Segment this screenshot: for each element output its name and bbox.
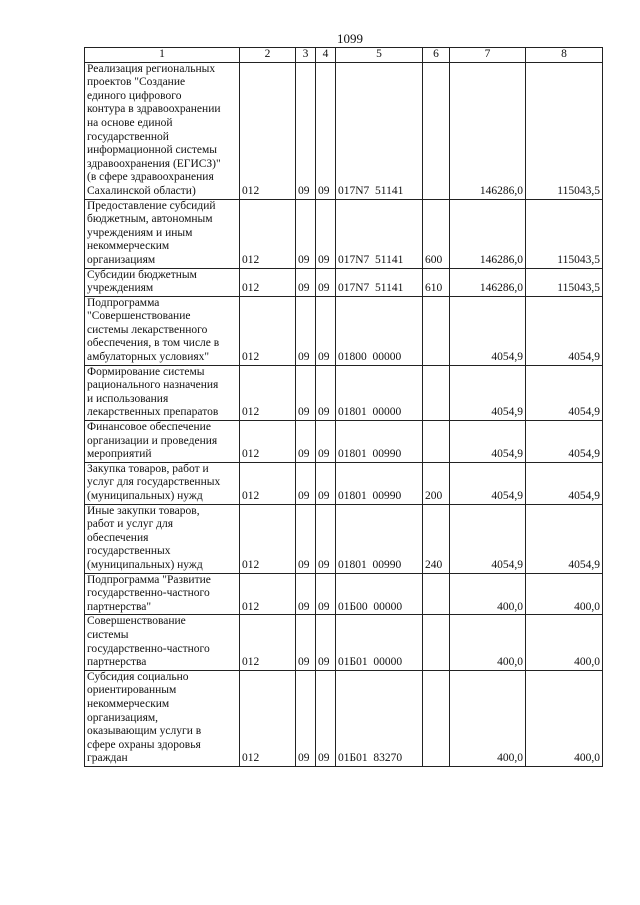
- page-number: 1099: [337, 31, 363, 46]
- subsection-cell: 09: [316, 615, 336, 670]
- table-row: [85, 268, 603, 296]
- amount-cell: 4054,9: [526, 296, 603, 365]
- expense-type-cell: [423, 573, 450, 615]
- target-article-cell: 017N7 51141: [336, 62, 423, 199]
- code-cell: 012: [240, 62, 296, 199]
- target-article-cell: 017N7 51141: [336, 199, 423, 268]
- target-article-cell: 017N7 51141: [336, 268, 423, 296]
- section-cell: 09: [296, 199, 316, 268]
- section-cell: 09: [296, 670, 316, 766]
- amount-cell: 146286,0: [450, 199, 526, 268]
- section-cell: 09: [296, 421, 316, 463]
- table-row: [85, 62, 603, 199]
- code-cell: 012: [240, 462, 296, 504]
- amount-cell: 115043,5: [526, 268, 603, 296]
- row-name: Иные закупки товаров, работ и услуг для обеспечения государственных (муниципальных) нужд: [85, 504, 240, 573]
- amount-cell: 4054,9: [450, 504, 526, 573]
- amount-cell: 400,0: [450, 670, 526, 766]
- amount-cell: 4054,9: [450, 421, 526, 463]
- section-cell: 09: [296, 268, 316, 296]
- column-header: 6: [423, 48, 450, 63]
- expense-type-cell: [423, 421, 450, 463]
- expense-type-cell: 610: [423, 268, 450, 296]
- code-cell: 012: [240, 296, 296, 365]
- code-cell: 012: [240, 268, 296, 296]
- subsection-cell: 09: [316, 268, 336, 296]
- table-row: [85, 573, 603, 615]
- code-cell: 012: [240, 573, 296, 615]
- row-name: Субсидии бюджетным учреждениям: [85, 268, 240, 296]
- expense-type-cell: 240: [423, 504, 450, 573]
- target-article-cell: 01801 00990: [336, 504, 423, 573]
- row-name: Подпрограмма "Совершенствование системы лекарственного обеспечения, в том числе в амбулаторных условиях": [85, 296, 240, 365]
- table-row: [85, 365, 603, 420]
- subsection-cell: 09: [316, 504, 336, 573]
- amount-cell: 400,0: [526, 670, 603, 766]
- row-name: Подпрограмма "Развитие государственно-частного партнерства": [85, 573, 240, 615]
- section-cell: 09: [296, 462, 316, 504]
- subsection-cell: 09: [316, 365, 336, 420]
- column-header: 3: [296, 48, 316, 63]
- row-name: Формирование системы рационального назначения и использования лекарственных препаратов: [85, 365, 240, 420]
- budget-table: [84, 47, 603, 767]
- expense-type-cell: [423, 670, 450, 766]
- section-cell: 09: [296, 615, 316, 670]
- column-header: 1: [85, 48, 240, 63]
- table-row: [85, 462, 603, 504]
- section-cell: 09: [296, 296, 316, 365]
- row-name: Финансовое обеспечение организации и проведения мероприятий: [85, 421, 240, 463]
- subsection-cell: 09: [316, 199, 336, 268]
- column-header: 5: [336, 48, 423, 63]
- section-cell: 09: [296, 62, 316, 199]
- amount-cell: 400,0: [450, 615, 526, 670]
- expense-type-cell: [423, 615, 450, 670]
- code-cell: 012: [240, 670, 296, 766]
- amount-cell: 4054,9: [450, 462, 526, 504]
- table-row: [85, 296, 603, 365]
- target-article-cell: 01Б01 83270: [336, 670, 423, 766]
- code-cell: 012: [240, 615, 296, 670]
- column-header: 4: [316, 48, 336, 63]
- column-header: 7: [450, 48, 526, 63]
- amount-cell: 4054,9: [526, 462, 603, 504]
- expense-type-cell: [423, 365, 450, 420]
- subsection-cell: 09: [316, 421, 336, 463]
- header-row: [85, 48, 603, 63]
- column-header: 8: [526, 48, 603, 63]
- amount-cell: 4054,9: [450, 365, 526, 420]
- target-article-cell: 01800 00000: [336, 296, 423, 365]
- row-name: Совершенствование системы государственно-частного партнерства: [85, 615, 240, 670]
- table-row: [85, 421, 603, 463]
- section-cell: 09: [296, 504, 316, 573]
- subsection-cell: 09: [316, 462, 336, 504]
- amount-cell: 115043,5: [526, 199, 603, 268]
- section-cell: 09: [296, 365, 316, 420]
- subsection-cell: 09: [316, 296, 336, 365]
- code-cell: 012: [240, 365, 296, 420]
- table-row: [85, 615, 603, 670]
- table-row: [85, 504, 603, 573]
- amount-cell: 115043,5: [526, 62, 603, 199]
- amount-cell: 400,0: [526, 615, 603, 670]
- expense-type-cell: [423, 62, 450, 199]
- amount-cell: 400,0: [526, 573, 603, 615]
- amount-cell: 4054,9: [526, 504, 603, 573]
- expense-type-cell: 600: [423, 199, 450, 268]
- row-name: Закупка товаров, работ и услуг для государственных (муниципальных) нужд: [85, 462, 240, 504]
- amount-cell: 4054,9: [450, 296, 526, 365]
- amount-cell: 400,0: [450, 573, 526, 615]
- row-name: Субсидия социально ориентированным некоммерческим организациям, оказывающим услуги в сфере охраны здоровья граждан: [85, 670, 240, 766]
- target-article-cell: 01801 00990: [336, 421, 423, 463]
- amount-cell: 4054,9: [526, 421, 603, 463]
- target-article-cell: 01801 00990: [336, 462, 423, 504]
- code-cell: 012: [240, 421, 296, 463]
- table-row: [85, 199, 603, 268]
- subsection-cell: 09: [316, 670, 336, 766]
- section-cell: 09: [296, 573, 316, 615]
- amount-cell: 146286,0: [450, 268, 526, 296]
- expense-type-cell: 200: [423, 462, 450, 504]
- amount-cell: 146286,0: [450, 62, 526, 199]
- table-row: [85, 670, 603, 766]
- subsection-cell: 09: [316, 62, 336, 199]
- code-cell: 012: [240, 504, 296, 573]
- row-name: Реализация региональных проектов "Создание единого цифрового контура в здравоохранении на основе единой государственной информационной системы здравоохранения (ЕГИСЗ)" (в сфере здравоохранения Сахалинской области): [85, 62, 240, 199]
- amount-cell: 4054,9: [526, 365, 603, 420]
- column-header: 2: [240, 48, 296, 63]
- row-name: Предоставление субсидий бюджетным, автономным учреждениям и иным некоммерческим организациям: [85, 199, 240, 268]
- target-article-cell: 01Б00 00000: [336, 573, 423, 615]
- expense-type-cell: [423, 296, 450, 365]
- target-article-cell: 01Б01 00000: [336, 615, 423, 670]
- subsection-cell: 09: [316, 573, 336, 615]
- target-article-cell: 01801 00000: [336, 365, 423, 420]
- code-cell: 012: [240, 199, 296, 268]
